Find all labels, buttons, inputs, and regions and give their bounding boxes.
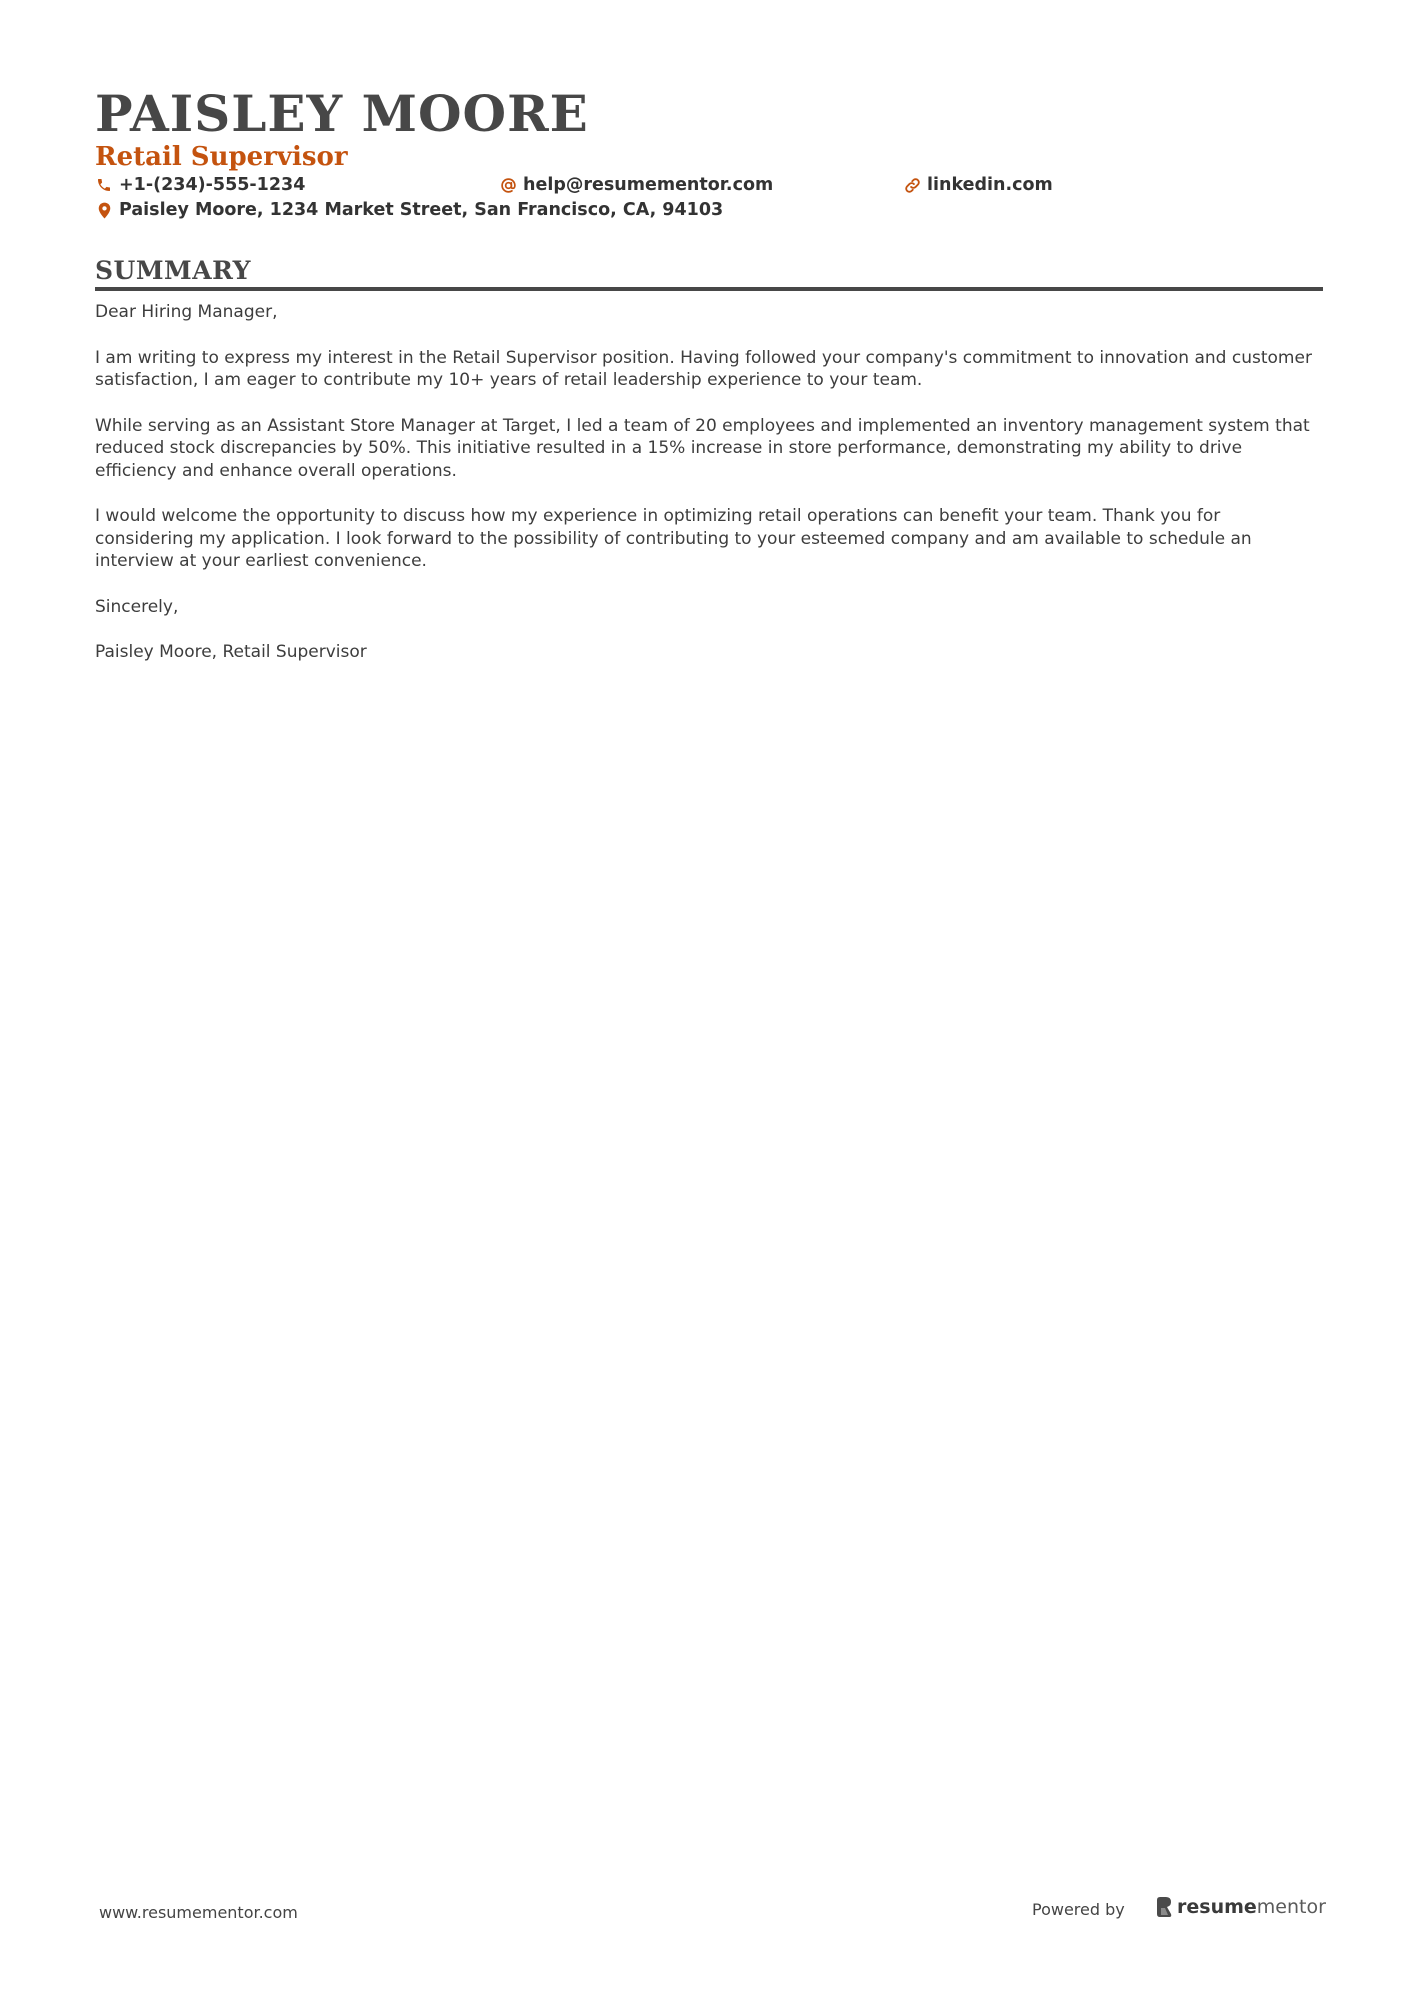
summary-heading: SUMMARY <box>95 256 251 285</box>
brand-name-light: mentor <box>1256 1896 1326 1918</box>
contact-phone[interactable] <box>95 173 305 197</box>
contact-email-text: help@resumementor.com <box>523 175 774 195</box>
letter-salutation: Dear Hiring Manager, <box>95 302 278 322</box>
contact-phone-text: +1-(234)-555-1234 <box>119 175 306 195</box>
contact-address <box>95 198 723 222</box>
footer-website-link[interactable]: www.resumementor.com <box>99 1903 298 1922</box>
resumementor-logo-icon <box>1155 1896 1173 1918</box>
letter-paragraph: I would welcome the opportunity to discuss how my experience in optimizing retail operations can benefit your team. Thank you for considering my application. I look forward to the possibility of contributing to your esteemed company and am available to schedule an interview at your earliest convenience. <box>95 506 1252 571</box>
brand-name-strong: resume <box>1177 1896 1257 1918</box>
letter-paragraph: While serving as an Assistant Store Manager at Target, I led a team of 20 employees and implemented an inventory management system that reduced stock discrepancies by 50%. This initiative resulted in a 15% increase in store performance, demonstrating my ability to drive efficiency and enhance overall operations. <box>95 415 1310 481</box>
phone-icon <box>95 176 113 194</box>
candidate-role: Retail Supervisor <box>95 142 348 172</box>
at-sign-icon <box>499 176 517 194</box>
powered-by-label: Powered by <box>1032 1900 1125 1919</box>
map-pin-icon <box>95 201 113 219</box>
candidate-name: PAISLEY MOORE <box>95 84 589 143</box>
letter-signature: Paisley Moore, Retail Supervisor <box>95 642 367 662</box>
contact-email[interactable] <box>499 173 773 197</box>
letter-paragraph: I am writing to express my interest in the Retail Supervisor position. Having followed your company's commitment to innovation and customer satisfaction, I am eager to contribute my 10+ years of retail leadership experience to your team. <box>95 347 1312 390</box>
summary-divider <box>95 287 1323 291</box>
letter-closing: Sincerely, <box>95 596 179 617</box>
contact-linkedin[interactable] <box>903 173 1053 197</box>
link-icon <box>903 176 921 194</box>
contact-address-text: Paisley Moore, 1234 Market Street, San Francisco, CA, 94103 <box>119 200 724 220</box>
brand-logo[interactable] <box>1155 1896 1326 1918</box>
letter-body <box>95 301 1323 687</box>
contact-linkedin-text: linkedin.com <box>927 175 1053 195</box>
